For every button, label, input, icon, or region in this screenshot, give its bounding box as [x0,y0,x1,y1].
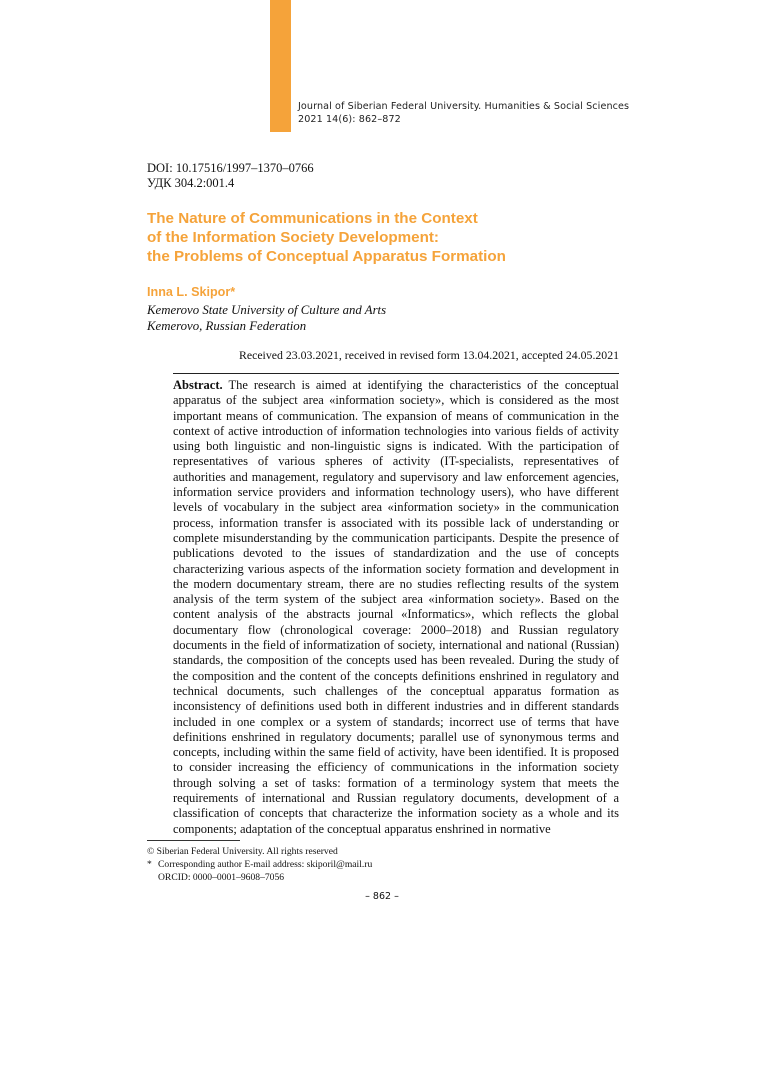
author-affiliation-block [147,302,386,334]
title-line-3: the Problems of Conceptual Apparatus Formation [147,248,506,265]
journal-header [298,100,629,126]
doi: DOI: 10.17516/1997–1370–0766 [147,161,314,175]
abstract-label: Abstract. [173,378,223,392]
received-dates: Received 23.03.2021, received in revised form 13.04.2021, accepted 24.05.2021 [238,348,619,362]
footnotes [147,845,372,884]
asterisk-mark: * [147,859,152,870]
identifiers [147,161,314,191]
article-title [147,209,506,266]
journal-issue: 2021 14(6): 862–872 [298,114,401,125]
udk: УДК 304.2:001.4 [147,176,235,190]
abstract-divider [173,373,619,374]
abstract-text: The research is aimed at identifying the characteristics of the conceptual apparatus of the subject area «information society», which is considered as the most important means of communication. The expansion of means of communication in the context of active introduction of information technologies into various fields of activity using both linguistic and non-linguistic signs is indicated. With the participation of representatives of various spheres of activity (IT-specialists, representatives of authorities and management, regulatory and supervisory and law enforcement agencies, information service providers and information technology users), who have different levels of vocabulary in the subject area «information society» in the communication process, information transfer is associated with its possible lack of understanding or complete misunderstanding by the communication participants. Despite the presence of publications devoted to the issues of standardization and the use of concepts characterizing various aspects of the information society formation and development in the modern documentary stream, there are no studies reflecting results of the system analysis of the term system of the subject area «information society». Based on the content analysis of the abstracts journal «Informatics», which reflects the global documentary flow (chronological coverage: 2000–2018) and Russian regulatory documents in the field of informatization of society, international and national (Russian) standards, the composition of the concepts used has been revealed. During the study of the composition and the content of the concepts definitions enshrined in regulatory and technical documents, such challenges of the conceptual apparatus formation as inconsistency of definitions used both in different industries and in different standards included in one complex or a system of standards; incorrect use of terms that have definitions enshrined in regulatory documents; parallel use of synonymous terms and concepts, including within the same field of activity, have been identified. It is proposed to consider increasing the efficiency of communications in the information society through solving a set of tasks: formation of a terminology system that meets the requirements of international and Russian regulatory documents, development of a classification of concepts that characterize the information society as a whole and its components; adaptation of the conceptual apparatus enshrined in normative [173,378,619,836]
accent-bar [270,0,291,132]
footnote-divider [147,840,240,841]
copyright-note: © Siberian Federal University. All rights reserved [147,846,338,857]
abstract [173,378,619,837]
author-name: Inna L. Skipor* [147,285,236,299]
corresponding-email: Corresponding author E-mail address: skiporil@mail.ru [158,859,373,870]
author-location: Kemerovo, Russian Federation [147,319,307,333]
orcid-note [147,871,372,884]
journal-title: Journal of Siberian Federal University. Humanities & Social Sciences [298,101,630,112]
title-line-2: of the Information Society Development: [147,229,439,246]
page-number: – 862 – [365,891,399,902]
orcid: ORCID: 0000–0001–9608–7056 [158,872,285,883]
title-line-1: The Nature of Communications in the Context [147,210,478,227]
corresponding-note [147,858,372,871]
author-affiliation: Kemerovo State University of Culture and Arts [147,303,387,317]
